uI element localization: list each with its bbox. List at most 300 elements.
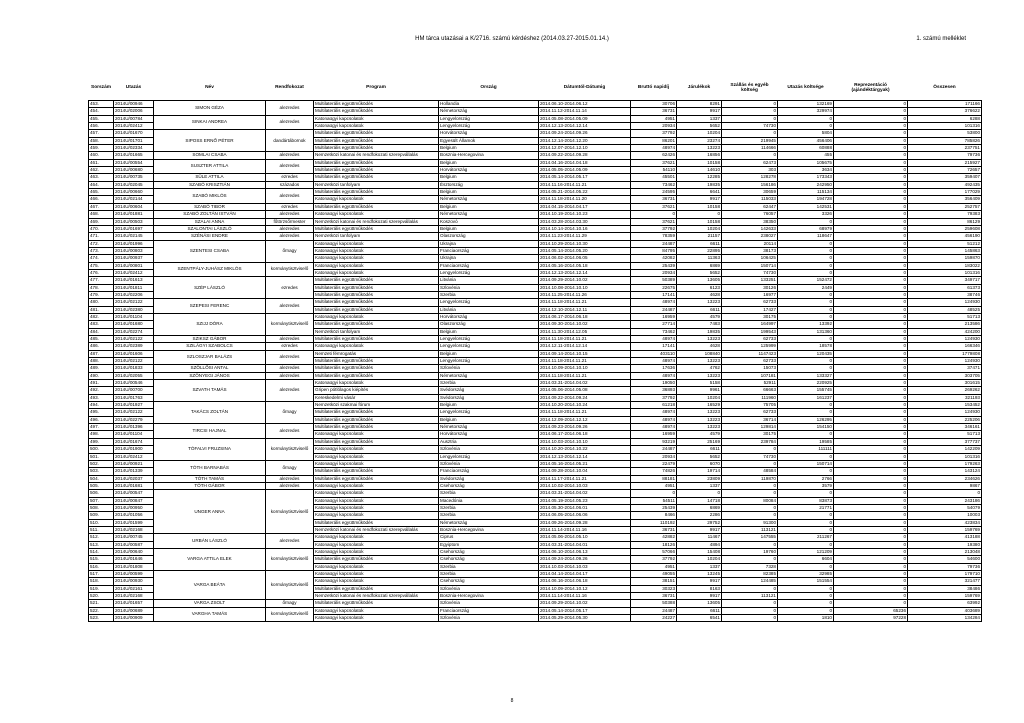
table-cell: 0: [778, 115, 834, 122]
table-cell: SZILÁGYI SZABOLCS: [154, 343, 266, 350]
table-cell: 0: [722, 607, 778, 614]
table-cell: 16959: [631, 313, 677, 320]
table-cell: 6641: [677, 189, 722, 196]
table-cell: SZÉP LÁSZLÓ: [154, 277, 266, 299]
table-cell: 48974: [631, 145, 677, 152]
table-cell: 2014.10.29-2014.10.30: [539, 240, 631, 247]
table-cell: 155745: [778, 387, 834, 394]
table-cell: 19585: [778, 438, 834, 445]
table-cell: 213586: [908, 321, 982, 328]
table-cell: 2014U/02037: [114, 475, 154, 482]
table-cell: 2014U/02389: [114, 343, 154, 350]
table-cell: 13223: [677, 145, 722, 152]
table-cell: 37621: [631, 203, 677, 210]
column-header: Sorszám: [91, 85, 111, 91]
table-cell: 0: [834, 438, 908, 445]
table-cell: 0: [834, 468, 908, 475]
table-cell: 13223: [677, 416, 722, 423]
table-cell: 465.: [89, 189, 114, 196]
table-cell: 473.: [89, 247, 114, 254]
table-cell: Katonaügyi kapcsolatok: [314, 269, 439, 276]
table-cell: 492435: [908, 181, 982, 188]
table-cell: kormánytisztviselő: [266, 313, 314, 335]
table-cell: 2014U/00546: [114, 380, 154, 387]
table-cell: 2014U/00735: [114, 174, 154, 181]
document-header: [0, 36, 1024, 46]
table-cell: 91300: [722, 519, 778, 526]
table-cell: 0: [677, 211, 722, 218]
table-cell: 37792: [631, 225, 677, 232]
table-cell: 0: [722, 108, 778, 115]
table-cell: 321193: [908, 394, 982, 401]
table-cell: 171166: [908, 101, 982, 108]
table-cell: 62733: [722, 299, 778, 306]
table-cell: 520.: [89, 593, 114, 600]
table-cell: 484.: [89, 328, 114, 335]
table-row: [89, 424, 982, 431]
table-cell: 9917: [677, 196, 722, 203]
table-cell: 0: [631, 490, 677, 497]
table-cell: TAKÁCS ZOLTÁN: [154, 402, 266, 424]
table-cell: 51713: [908, 431, 982, 438]
table-cell: 179263: [908, 460, 982, 467]
table-row: [89, 181, 982, 188]
table-cell: 2014U/02168: [114, 593, 154, 600]
table-cell: 2014U/00503: [114, 218, 154, 225]
table-cell: Lengyelország: [439, 123, 539, 130]
table-cell: 0: [834, 431, 908, 438]
table-cell: alezredes: [266, 475, 314, 482]
table-cell: 54511: [631, 497, 677, 504]
table-cell: 0: [778, 526, 834, 533]
table-cell: 133251: [722, 277, 778, 284]
table-cell: 126295: [778, 416, 834, 423]
table-cell: 0: [722, 446, 778, 453]
table-cell: 0: [834, 593, 908, 600]
table-row: [89, 380, 982, 387]
table-cell: Multilaterális együttműködés: [314, 468, 439, 475]
table-cell: 183022: [908, 262, 982, 269]
table-cell: Belgium: [439, 189, 539, 196]
table-cell: 512.: [89, 534, 114, 541]
table-cell: 519.: [89, 585, 114, 592]
table-cell: 2014U/01808: [114, 563, 154, 570]
table-cell: 2286: [677, 512, 722, 519]
table-cell: 508.: [89, 504, 114, 511]
column-header: Dátumtól-Dátumig: [563, 85, 606, 91]
table-cell: 22895: [677, 247, 722, 254]
table-cell: 356409: [908, 196, 982, 203]
table-cell: 124930: [908, 409, 982, 416]
table-cell: 32985: [778, 571, 834, 578]
table-cell: Katonaügyi kapcsolatok: [314, 512, 439, 519]
table-cell: 74730: [722, 453, 778, 460]
table-cell: 154150: [778, 424, 834, 431]
table-cell: 2014U/02055: [114, 372, 154, 379]
table-cell: SZÖNYEGI JÁNOS: [154, 372, 266, 379]
table-cell: őrnagy: [266, 600, 314, 607]
table-cell: 6070: [677, 460, 722, 467]
table-cell: 2014U/00784: [114, 115, 154, 122]
table-cell: 1779808: [908, 350, 982, 357]
table-cell: Katonaügyi kapcsolatok: [314, 607, 439, 614]
table-row: [89, 475, 982, 482]
table-row: [89, 336, 982, 343]
table-cell: 0: [834, 380, 908, 387]
table-cell: Egyesült Államok: [439, 137, 539, 144]
table-cell: Katonaügyi kapcsolatok: [314, 497, 439, 504]
table-row: [89, 490, 982, 497]
table-cell: 74730: [722, 123, 778, 130]
table-cell: 124930: [908, 358, 982, 365]
table-cell: SZABÓ KRISZTIÁN: [154, 181, 266, 188]
table-cell: 0: [834, 336, 908, 343]
table-cell: 30175: [722, 431, 778, 438]
table-cell: 0: [834, 526, 908, 533]
table-cell: 455: [778, 152, 834, 159]
table-cell: 73462: [631, 328, 677, 335]
table-cell: Multilaterális együttműködés: [314, 585, 439, 592]
table-cell: 2014.06.17-2014.06.18: [539, 431, 631, 438]
table-cell: 259608: [908, 225, 982, 232]
table-cell: Lengyelország: [439, 299, 539, 306]
table-cell: 2014U/00599: [114, 571, 154, 578]
table-cell: 111111: [778, 446, 834, 453]
table-cell: Svédország: [439, 394, 539, 401]
table-row: [89, 460, 982, 467]
column-header: Név: [205, 85, 214, 91]
table-cell: főtörzsőrmester: [266, 218, 314, 225]
table-cell: 2014.05.16-2014.05.18: [539, 262, 631, 269]
table-cell: 84795: [631, 247, 677, 254]
table-cell: 2014.10.02-2014.10.03: [539, 482, 631, 489]
table-cell: 108840: [677, 350, 722, 357]
table-cell: 237751: [908, 145, 982, 152]
table-cell: alezredes: [266, 299, 314, 314]
table-cell: 2014U/01833: [114, 365, 154, 372]
table-cell: 2014.05.14-2014.05.17: [539, 607, 631, 614]
table-cell: 13223: [677, 409, 722, 416]
table-cell: 13223: [677, 424, 722, 431]
table-cell: 8466: [631, 512, 677, 519]
table-cell: 413188: [908, 534, 982, 541]
table-cell: 115033: [722, 196, 778, 203]
table-cell: 0: [834, 343, 908, 350]
column-header: Utazás költsége: [787, 85, 824, 91]
table-row: [89, 240, 982, 247]
table-cell: 118647: [778, 233, 834, 240]
table-cell: 0: [834, 211, 908, 218]
table-cell: 37792: [631, 394, 677, 401]
table-cell: alezredes: [266, 424, 314, 439]
table-cell: Multilaterális együttműködés: [314, 409, 439, 416]
table-cell: 88181: [631, 475, 677, 482]
table-cell: Lengyelország: [439, 115, 539, 122]
table-cell: 51212: [908, 240, 982, 247]
table-cell: Multilaterális együttműködés: [314, 101, 439, 108]
table-cell: 2014U/01701: [114, 137, 154, 144]
table-cell: 494.: [89, 402, 114, 409]
table-cell: Katonaügyi kapcsolatok: [314, 534, 439, 541]
column-header: Szállás és egyéb költség: [730, 82, 769, 93]
table-cell: 97228: [834, 615, 908, 622]
table-cell: 0: [677, 490, 722, 497]
table-cell: 1337: [677, 115, 722, 122]
table-cell: 0: [778, 453, 834, 460]
table-cell: ezredes: [266, 343, 314, 350]
table-cell: 2014.09.24-2014.09.26: [539, 556, 631, 563]
table-cell: 0: [834, 475, 908, 482]
table-cell: 74826: [631, 468, 677, 475]
table-cell: 459.: [89, 145, 114, 152]
table-cell: Katonaügyi kapcsolatok: [314, 548, 439, 555]
table-cell: SZALAI ANNA: [154, 218, 266, 225]
table-cell: SZVATH TAMÁS: [154, 380, 266, 402]
table-cell: 199543: [722, 328, 778, 335]
table-cell: SOMLAI CSABA: [154, 152, 266, 159]
table-cell: 1147423: [722, 350, 778, 357]
table-cell: Multilaterális együttműködés: [314, 336, 439, 343]
table-cell: Multilaterális együttműködés: [314, 189, 439, 196]
table-cell: alezredes: [266, 350, 314, 365]
table-cell: Gripen pótlólagos kiépítés: [314, 387, 439, 394]
table-cell: 62733: [722, 358, 778, 365]
table-cell: 86129: [908, 218, 982, 225]
table-cell: Katonaügyi kapcsolatok: [314, 380, 439, 387]
table-cell: 2014U/02144: [114, 196, 154, 203]
table-row: [89, 174, 982, 181]
table-cell: 131360: [778, 328, 834, 335]
table-cell: 242950: [778, 181, 834, 188]
table-cell: 2014.05.08-2014.05.09: [539, 115, 631, 122]
table-cell: 501.: [89, 453, 114, 460]
table-cell: 0: [834, 145, 908, 152]
table-cell: SZABÓ MIKLÓS: [154, 189, 266, 204]
table-cell: 2014U/00554: [114, 159, 154, 166]
table-cell: 6288: [908, 115, 982, 122]
table-row: [89, 350, 982, 357]
table-cell: 0: [834, 306, 908, 313]
table-cell: 2014.05.06-2014.05.10: [539, 534, 631, 541]
table-cell: 424200: [908, 328, 982, 335]
table-cell: alezredes: [266, 101, 314, 116]
table-cell: Ciprus: [439, 534, 539, 541]
table-cell: 496.: [89, 416, 114, 423]
table-cell: Nemzetközi tanfolyam: [314, 181, 439, 188]
table-cell: 142633: [722, 225, 778, 232]
table-cell: 19835: [677, 181, 722, 188]
table-cell: 0: [834, 541, 908, 548]
table-cell: 79383: [908, 211, 982, 218]
table-cell: 2014.10.03-2014.10.10: [539, 438, 631, 445]
table-cell: 2014.09.26-2014.09.28: [539, 519, 631, 526]
table-cell: 15408: [677, 548, 722, 555]
table-cell: 132169: [778, 101, 834, 108]
column-header: Összesen: [933, 85, 956, 91]
table-cell: 6611: [677, 306, 722, 313]
table-cell: 4762: [677, 365, 722, 372]
table-cell: 0: [778, 365, 834, 372]
table-cell: 133327: [778, 372, 834, 379]
table-cell: 2014U/01881: [114, 211, 154, 218]
table-cell: 499.: [89, 438, 114, 445]
travel-expenses-table: [88, 76, 982, 622]
table-cell: 53800: [908, 130, 982, 137]
table-cell: 0: [834, 328, 908, 335]
table-cell: SZABÓ TIBOR: [154, 203, 266, 210]
table-cell: 0: [834, 578, 908, 585]
table-cell: 0: [722, 152, 778, 159]
table-cell: Szerbia: [439, 291, 539, 298]
table-cell: 481.: [89, 306, 114, 313]
table-cell: 36731: [631, 108, 677, 115]
table-cell: 2014U/01674: [114, 438, 154, 445]
table-cell: 2014U/02006: [114, 108, 154, 115]
table-cell: Németország: [439, 372, 539, 379]
table-row: [89, 607, 982, 614]
table-cell: 0: [722, 490, 778, 497]
table-cell: Belgium: [439, 225, 539, 232]
table-cell: 7328: [722, 563, 778, 570]
table-cell: 2014.05.29-2014.05.30: [539, 615, 631, 622]
table-cell: 495.: [89, 409, 114, 416]
table-row: [89, 211, 982, 218]
table-cell: 2014.10.09-2014.10.12: [539, 585, 631, 592]
table-cell: Multilaterális együttműködés: [314, 372, 439, 379]
table-cell: 2014U/02045: [114, 181, 154, 188]
table-row: [89, 313, 982, 320]
table-cell: 0: [722, 512, 778, 519]
table-cell: 0: [834, 504, 908, 511]
table-cell: 16977: [722, 291, 778, 298]
table-cell: 177029: [908, 189, 982, 196]
table-cell: 48974: [631, 336, 677, 343]
table-cell: 234626: [908, 475, 982, 482]
table-cell: 2014.09.29-2014.10.02: [539, 277, 631, 284]
table-cell: 93219: [631, 438, 677, 445]
table-cell: 6604: [778, 556, 834, 563]
table-cell: 38151: [631, 578, 677, 585]
table-cell: 4951: [631, 563, 677, 570]
table-cell: 239784: [722, 438, 778, 445]
table-cell: 504.: [89, 475, 114, 482]
table-cell: 48974: [631, 358, 677, 365]
table-cell: 30659: [722, 189, 778, 196]
table-cell: 37471: [908, 365, 982, 372]
table-cell: 24487: [631, 306, 677, 313]
table-cell: 0: [834, 233, 908, 240]
table-cell: 487.: [89, 350, 114, 357]
table-cell: 13392: [778, 321, 834, 328]
table-cell: alezredes: [266, 365, 314, 372]
table-cell: 2014.12.14-2014.12.20: [539, 137, 631, 144]
table-cell: Egyiptom: [439, 541, 539, 548]
table-cell: Belgium: [439, 203, 539, 210]
table-cell: 2014.04.16-2014.04.18: [539, 159, 631, 166]
table-cell: Katonaügyi kapcsolatok: [314, 240, 439, 247]
table-cell: 13605: [677, 277, 722, 284]
table-cell: 0: [778, 313, 834, 320]
table-row: [89, 101, 982, 108]
table-cell: 2014.06.05-2014.06.06: [539, 512, 631, 519]
table-cell: 13245: [677, 571, 722, 578]
table-cell: TIRCSI HAJNAL: [154, 424, 266, 439]
table-cell: 159870: [908, 255, 982, 262]
table-cell: Katonaügyi kapcsolatok: [314, 490, 439, 497]
table-cell: 329974: [778, 108, 834, 115]
table-cell: SZIKSZ GÁBOR: [154, 336, 266, 343]
table-cell: 4894: [677, 541, 722, 548]
table-cell: 24487: [631, 607, 677, 614]
table-cell: 0: [722, 615, 778, 622]
table-cell: 0: [834, 247, 908, 254]
table-cell: Multilaterális együttműködés: [314, 600, 439, 607]
table-row: [89, 343, 982, 350]
table-cell: 5804: [778, 130, 834, 137]
table-cell: TÓTH GÁBOR: [154, 482, 266, 489]
table-cell: 2014.10.20-2014.10.22: [539, 446, 631, 453]
table-cell: Katonaügyi kapcsolatok: [314, 123, 439, 130]
table-cell: 143124: [908, 468, 982, 475]
table-cell: 13223: [677, 372, 722, 379]
table-cell: 9917: [677, 526, 722, 533]
table-cell: Bosznia-Hercegovina: [439, 152, 539, 159]
table-cell: 17636: [631, 365, 677, 372]
table-cell: 2014U/02122: [114, 336, 154, 343]
table-cell: alezredes: [266, 225, 314, 232]
table-cell: SZABÓ ZOLTÁN ISTVÁN: [154, 211, 266, 218]
table-cell: 0: [722, 541, 778, 548]
table-cell: Katonaügyi kapcsolatok: [314, 578, 439, 585]
table-cell: Hollandia: [439, 101, 539, 108]
table-cell: 0: [722, 504, 778, 511]
table-cell: ezredes: [266, 203, 314, 210]
table-cell: 61373: [908, 284, 982, 291]
table-cell: 11467: [677, 534, 722, 541]
table-cell: 523.: [89, 615, 114, 622]
table-cell: 19760: [722, 548, 778, 555]
table-cell: 475.: [89, 262, 114, 269]
table-cell: 453.: [89, 101, 114, 108]
table-cell: 488.: [89, 358, 114, 365]
table-cell: 16529: [677, 402, 722, 409]
table-cell: 19050: [631, 380, 677, 387]
table-cell: 211267: [778, 534, 834, 541]
table-cell: 2014U/01763: [114, 394, 154, 401]
table-cell: 483.: [89, 321, 114, 328]
table-cell: 0: [834, 497, 908, 504]
table-cell: 48974: [631, 416, 677, 423]
table-cell: alezredes: [266, 211, 314, 218]
table-cell: 2014U/02122: [114, 358, 154, 365]
table-cell: 2014U/01697: [114, 225, 154, 232]
table-cell: 62447: [722, 203, 778, 210]
table-cell: alezredes: [266, 372, 314, 379]
table-cell: 0: [834, 130, 908, 137]
table-cell: 101316: [908, 453, 982, 460]
table-cell: 303705: [908, 372, 982, 379]
table-cell: 0: [834, 181, 908, 188]
table-cell: 79736: [908, 152, 982, 159]
table-cell: 2014.11.14-2014.11.16: [539, 593, 631, 600]
table-cell: 62426: [631, 152, 677, 159]
column-header: Utazás: [125, 85, 142, 91]
table-row: [89, 277, 982, 284]
table-cell: 6611: [677, 607, 722, 614]
table-cell: 0: [834, 416, 908, 423]
table-cell: Franciaország: [439, 468, 539, 475]
table-cell: alezredes: [266, 380, 314, 402]
